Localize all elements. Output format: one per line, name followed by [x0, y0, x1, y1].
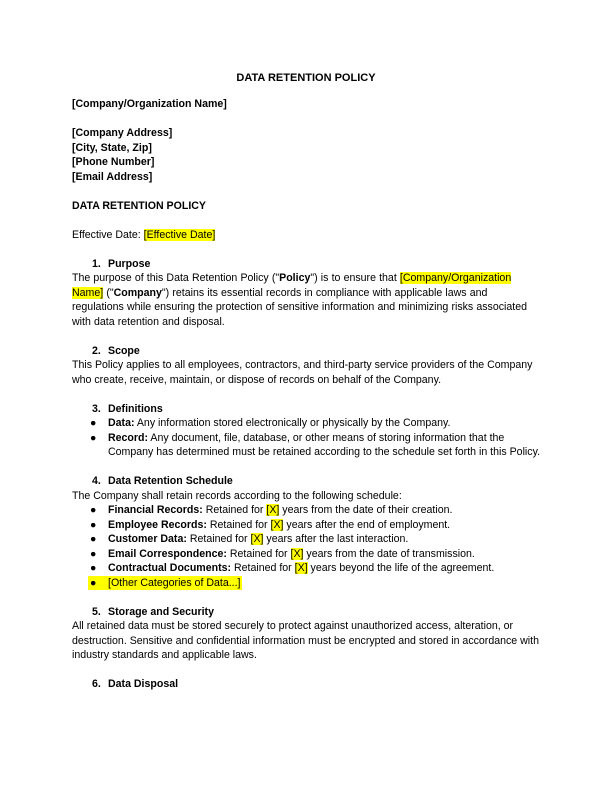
text: Retained for [202, 504, 267, 516]
document-body [72, 97, 542, 692]
section-number: 6. [92, 678, 101, 690]
text: years beyond the life of the agreement. [307, 562, 495, 574]
other-categories-placeholder: [Other Categories of Data...] [108, 576, 241, 589]
list-item [72, 518, 542, 533]
term: Contractual Documents: [108, 562, 232, 574]
subtitle-text: DATA RETENTION POLICY [72, 199, 206, 212]
term: Email Correspondence: [108, 547, 227, 560]
years-placeholder: [X] [294, 562, 308, 574]
list-item [72, 503, 542, 518]
section-title: Data Disposal [108, 678, 179, 690]
address: [Company Address] [72, 127, 173, 139]
schedule-intro: The Company shall retain records according to the following schedule: [72, 489, 402, 502]
phone: [Phone Number] [72, 156, 155, 168]
term: Employee Records: [108, 518, 207, 531]
header-address [72, 126, 542, 141]
bullet-icon: ● [90, 562, 97, 574]
section-title: Data Retention Schedule [108, 475, 233, 487]
scope-paragraph: This Policy applies to all employees, contractors, and third-party service providers of the Company who create, receive, maintain, or dispose of records on behalf of the Company. [72, 359, 533, 386]
bullet-icon: ● [90, 417, 97, 429]
effective-date [72, 228, 542, 243]
section-heading-schedule [72, 474, 542, 489]
bullet-icon: ● [90, 533, 97, 545]
years-placeholder: [X] [270, 518, 284, 531]
section-heading-purpose [72, 257, 542, 272]
term: Customer Data: [108, 533, 187, 545]
document-title: DATA RETENTION POLICY [236, 72, 376, 84]
section-title: Purpose [108, 257, 151, 270]
header-email [72, 170, 542, 185]
term: Record: [108, 431, 149, 444]
years-placeholder: [X] [290, 547, 304, 560]
purpose-paragraph [72, 271, 542, 329]
text: ") is to ensure that [310, 272, 400, 284]
company-name: [Company/Organization Name] [72, 98, 227, 110]
storage-paragraph: All retained data must be stored securely to protect against unauthorized access, alteration, or destruction. Sensitive and confidential information must be encrypted and stored in accordance with industry standards and applicable laws. [72, 620, 539, 661]
section-heading-definitions [72, 402, 542, 417]
bullet-icon: ● [90, 576, 97, 589]
company-placeholder: [Company/Organization Name] [72, 272, 512, 299]
text: years from the date of transmission. [303, 547, 475, 560]
bullet-icon: ● [90, 431, 97, 444]
list-item [72, 547, 542, 562]
subtitle [72, 199, 542, 214]
text: The purpose of this Data Retention Policy (" [72, 272, 280, 284]
header-company-name [72, 97, 542, 112]
city: [City, State, Zip] [72, 141, 152, 154]
list-item-other [72, 576, 242, 591]
definition: Any information stored electronically or physically by the Company. [134, 417, 451, 429]
list-item [72, 416, 542, 431]
years-placeholder: [X] [266, 504, 280, 516]
text: Retained for [231, 562, 295, 574]
section-number: 3. [92, 402, 101, 415]
section-number: 4. [92, 475, 101, 487]
text-bold: Policy [279, 272, 311, 284]
text: (" [103, 286, 114, 299]
email: [Email Address] [72, 170, 153, 183]
section-number: 1. [92, 257, 101, 270]
text: years from the date of their creation. [279, 504, 453, 516]
text: Retained for [186, 533, 251, 545]
effective-date-label: Effective Date: [72, 228, 144, 241]
section-heading-storage [72, 605, 542, 620]
term: Financial Records: [108, 504, 203, 516]
section-title: Storage and Security [108, 605, 214, 618]
effective-date-value: [Effective Date] [143, 228, 216, 241]
section-title: Definitions [108, 402, 163, 415]
text: years after the last interaction. [263, 533, 409, 545]
section-number: 5. [92, 605, 101, 618]
list-item [72, 532, 542, 547]
header-phone [72, 155, 542, 170]
text-bold: Company [113, 286, 162, 299]
definition: Any document, file, database, or other means of storing information that the Company has determined must be retained according to the schedule set forth in this Policy. [108, 431, 541, 458]
term: Data: [108, 417, 135, 429]
list-item [72, 561, 542, 576]
text: Retained for [206, 518, 271, 531]
header-city [72, 141, 542, 156]
bullet-icon: ● [90, 547, 97, 560]
bullet-icon: ● [90, 504, 97, 516]
section-heading-scope [72, 344, 542, 359]
text: years after the end of employment. [283, 518, 451, 531]
section-title: Scope [108, 344, 140, 357]
section-heading-disposal [72, 677, 542, 692]
bullet-icon: ● [90, 518, 97, 531]
list-item [72, 431, 542, 460]
section-number: 2. [92, 344, 101, 357]
text: Retained for [226, 547, 291, 560]
years-placeholder: [X] [250, 533, 264, 545]
text: ") retains its essential records in compliance with applicable laws and regulations while ensuring the protection of sensitive information and minimizing risks associated with data retention and disposal. [72, 286, 528, 328]
